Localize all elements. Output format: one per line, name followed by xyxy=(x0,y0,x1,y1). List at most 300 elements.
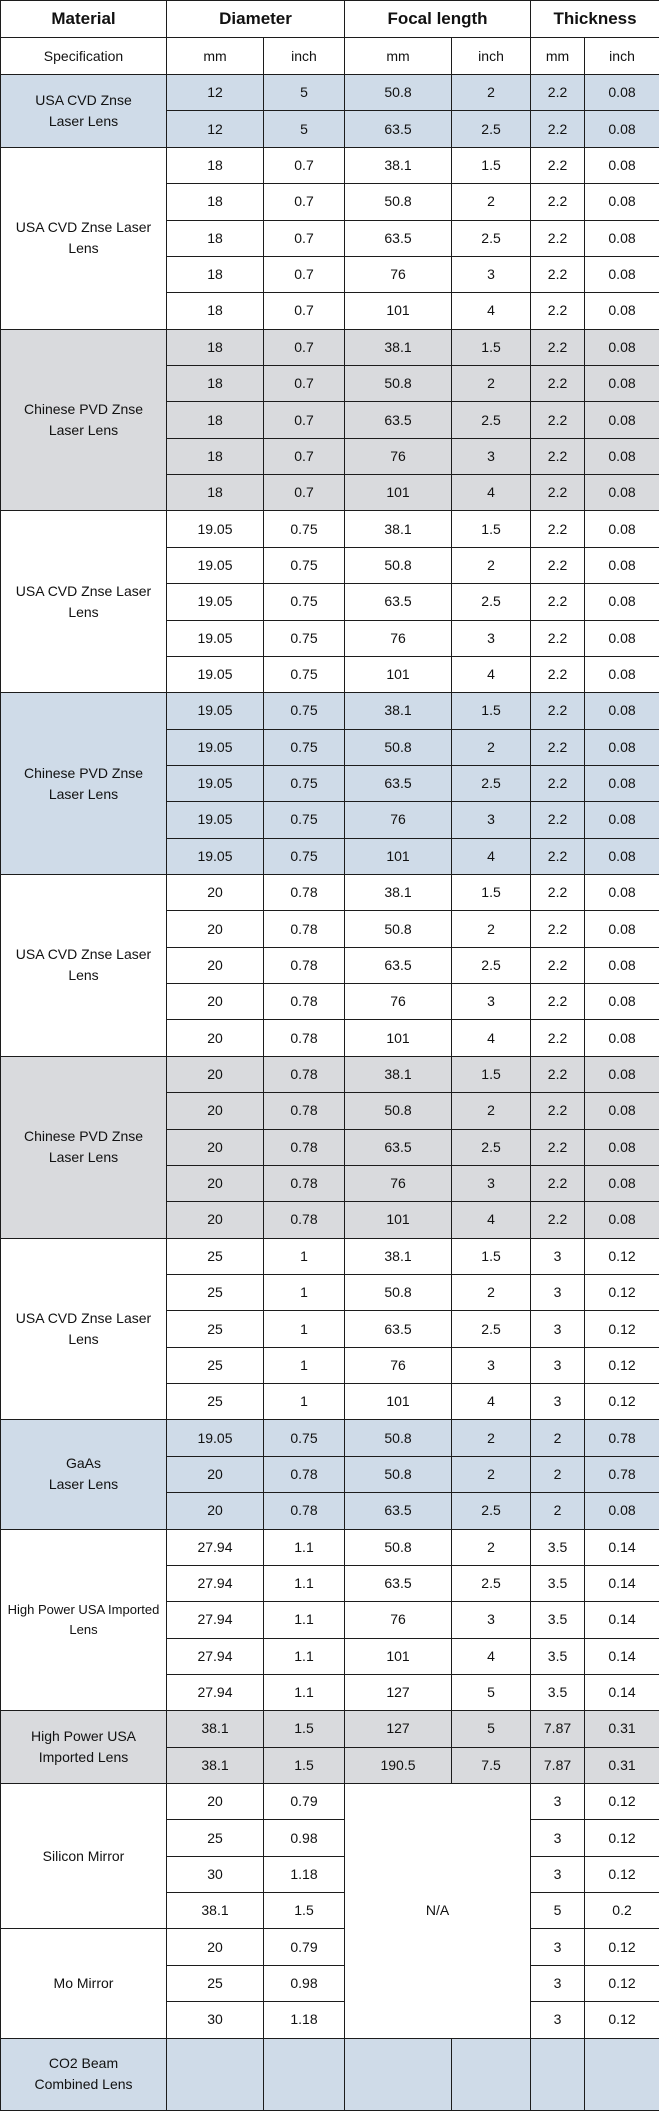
focal-inch-cell: 2 xyxy=(452,547,531,583)
thickness-inch-cell: 0.08 xyxy=(585,838,659,874)
thickness-mm-cell: 3 xyxy=(531,1311,585,1347)
thickness-inch-cell: 0.12 xyxy=(585,2002,659,2038)
thickness-mm-cell: 2.2 xyxy=(531,693,585,729)
focal-mm-cell: 101 xyxy=(345,1020,452,1056)
diameter-mm-cell: 19.05 xyxy=(167,838,264,874)
diameter-inch-cell: 0.75 xyxy=(264,511,345,547)
material-cell: High Power USA Imported Lens xyxy=(1,1711,167,1784)
diameter-mm-cell: 19.05 xyxy=(167,547,264,583)
focal-inch-cell: 5 xyxy=(452,1711,531,1747)
subheader-thickness-inch: inch xyxy=(585,38,659,75)
material-cell: High Power USA Imported Lens xyxy=(1,1529,167,1711)
focal-mm-cell: 38.1 xyxy=(345,1238,452,1274)
diameter-mm-cell: 19.05 xyxy=(167,729,264,765)
focal-mm-cell: 50.8 xyxy=(345,366,452,402)
focal-mm-cell: 50.8 xyxy=(345,911,452,947)
thickness-mm-cell: 2.2 xyxy=(531,402,585,438)
focal-inch-cell: 7.5 xyxy=(452,1747,531,1783)
thickness-mm-cell: 2.2 xyxy=(531,147,585,183)
thickness-inch-cell: 0.08 xyxy=(585,293,659,329)
diameter-inch-cell: 0.79 xyxy=(264,1929,345,1965)
thickness-inch-cell: 0.12 xyxy=(585,1820,659,1856)
diameter-inch-cell: 0.7 xyxy=(264,366,345,402)
material-cell: CO2 Beam Combined Lens xyxy=(1,2038,167,2110)
table-row xyxy=(1,1711,659,1747)
material-cell: Chinese PVD Znse Laser Lens xyxy=(1,329,167,511)
thickness-mm-cell: 2.2 xyxy=(531,1165,585,1201)
diameter-inch-cell: 0.75 xyxy=(264,547,345,583)
diameter-mm-cell: 20 xyxy=(167,984,264,1020)
diameter-mm-cell: 20 xyxy=(167,1129,264,1165)
focal-mm-cell: 50.8 xyxy=(345,729,452,765)
diameter-inch-cell: 0.7 xyxy=(264,147,345,183)
focal-mm-cell: 50.8 xyxy=(345,1274,452,1310)
diameter-mm-cell: 30 xyxy=(167,2002,264,2038)
thickness-mm-cell: 2.2 xyxy=(531,1202,585,1238)
focal-mm-cell: 76 xyxy=(345,256,452,292)
diameter-inch-cell: 0.7 xyxy=(264,438,345,474)
focal-mm-cell: 38.1 xyxy=(345,147,452,183)
thickness-inch-cell: 0.12 xyxy=(585,1965,659,2001)
thickness-mm-cell: 2.2 xyxy=(531,1056,585,1092)
thickness-mm-cell: 3 xyxy=(531,1820,585,1856)
diameter-inch-cell: 0.75 xyxy=(264,1420,345,1456)
subheader-diameter-inch: inch xyxy=(264,38,345,75)
focal-inch-cell: 5 xyxy=(452,1674,531,1710)
diameter-mm-cell: 18 xyxy=(167,293,264,329)
thickness-inch-cell: 0.14 xyxy=(585,1602,659,1638)
focal-mm-cell: 63.5 xyxy=(345,947,452,983)
subheader-diameter-mm: mm xyxy=(167,38,264,75)
focal-inch-cell: 4 xyxy=(452,1020,531,1056)
thickness-mm-cell: 2.2 xyxy=(531,293,585,329)
diameter-mm-cell: 19.05 xyxy=(167,584,264,620)
thickness-inch-cell: 0.14 xyxy=(585,1565,659,1601)
thickness-inch-cell: 0.08 xyxy=(585,1202,659,1238)
diameter-mm-cell: 27.94 xyxy=(167,1638,264,1674)
thickness-mm-cell: 3.5 xyxy=(531,1529,585,1565)
focal-mm-cell: 63.5 xyxy=(345,220,452,256)
table-row xyxy=(1,511,659,547)
thickness-mm-cell: 2.2 xyxy=(531,656,585,692)
thickness-mm-cell: 7.87 xyxy=(531,1747,585,1783)
diameter-mm-cell: 25 xyxy=(167,1238,264,1274)
thickness-mm-cell: 2.2 xyxy=(531,1129,585,1165)
focal-mm-cell: 38.1 xyxy=(345,329,452,365)
focal-inch-cell: 2.5 xyxy=(452,111,531,147)
material-cell: USA CVD Znse Laser Lens xyxy=(1,1238,167,1420)
diameter-inch-cell: 0.78 xyxy=(264,1456,345,1492)
thickness-mm-cell: 2.2 xyxy=(531,184,585,220)
focal-inch-cell: 1.5 xyxy=(452,693,531,729)
thickness-inch-cell: 0.08 xyxy=(585,875,659,911)
thickness-inch-cell: 0.08 xyxy=(585,547,659,583)
focal-inch-cell: 3 xyxy=(452,984,531,1020)
diameter-inch-cell: 0.78 xyxy=(264,1165,345,1201)
table-row xyxy=(1,1529,659,1565)
diameter-mm-cell: 18 xyxy=(167,147,264,183)
focal-mm-cell: 50.8 xyxy=(345,1420,452,1456)
focal-mm-cell: 101 xyxy=(345,838,452,874)
diameter-inch-cell: 0.7 xyxy=(264,329,345,365)
diameter-inch-cell: 0.75 xyxy=(264,765,345,801)
focal-inch-cell: 1.5 xyxy=(452,1056,531,1092)
diameter-inch-cell: 1.1 xyxy=(264,1638,345,1674)
thickness-mm-cell: 2.2 xyxy=(531,256,585,292)
table-row xyxy=(1,1929,659,1965)
thickness-mm-cell: 3 xyxy=(531,1784,585,1820)
diameter-mm-cell: 25 xyxy=(167,1384,264,1420)
diameter-inch-cell: 0.75 xyxy=(264,693,345,729)
thickness-inch-cell: 0.08 xyxy=(585,1020,659,1056)
thickness-mm-cell: 3.5 xyxy=(531,1674,585,1710)
thickness-inch-cell: 0.08 xyxy=(585,693,659,729)
focal-inch-cell: 4 xyxy=(452,1384,531,1420)
thickness-mm-cell: 2.2 xyxy=(531,329,585,365)
focal-mm-cell: 76 xyxy=(345,1165,452,1201)
thickness-inch-cell: 0.08 xyxy=(585,184,659,220)
diameter-mm-cell: 27.94 xyxy=(167,1565,264,1601)
subheader-focal-mm: mm xyxy=(345,38,452,75)
thickness-mm-cell: 3 xyxy=(531,1965,585,2001)
material-cell: Silicon Mirror xyxy=(1,1784,167,1929)
focal-inch-cell: 1.5 xyxy=(452,329,531,365)
diameter-inch-cell: 1.18 xyxy=(264,1856,345,1892)
material-cell: USA CVD Znse Laser Lens xyxy=(1,875,167,1057)
thickness-mm-cell: 2.2 xyxy=(531,438,585,474)
thickness-inch-cell: 0.08 xyxy=(585,75,659,111)
diameter-mm-cell: 25 xyxy=(167,1820,264,1856)
focal-mm-cell: 63.5 xyxy=(345,584,452,620)
thickness-mm-cell: 2.2 xyxy=(531,875,585,911)
focal-inch-cell: 2.5 xyxy=(452,1311,531,1347)
thickness-inch-cell: 0.08 xyxy=(585,256,659,292)
thickness-mm-cell: 2.2 xyxy=(531,838,585,874)
focal-mm-cell: 76 xyxy=(345,620,452,656)
diameter-inch-cell: 0.75 xyxy=(264,729,345,765)
focal-inch-cell: 2 xyxy=(452,1529,531,1565)
diameter-inch-cell: 0.78 xyxy=(264,1093,345,1129)
focal-inch-cell: 2.5 xyxy=(452,947,531,983)
thickness-inch-cell: 0.08 xyxy=(585,984,659,1020)
diameter-mm-cell: 25 xyxy=(167,1274,264,1310)
focal-mm-cell: 63.5 xyxy=(345,1129,452,1165)
focal-inch-cell: 4 xyxy=(452,1638,531,1674)
focal-inch-cell: 2.5 xyxy=(452,1129,531,1165)
header-thickness: Thickness xyxy=(531,1,659,38)
diameter-inch-cell: 1.5 xyxy=(264,1711,345,1747)
diameter-mm-cell: 19.05 xyxy=(167,511,264,547)
thickness-mm-cell: 2.2 xyxy=(531,802,585,838)
thickness-inch-cell: 0.31 xyxy=(585,1711,659,1747)
focal-inch-cell: 2.5 xyxy=(452,765,531,801)
diameter-inch-cell: 0.78 xyxy=(264,947,345,983)
diameter-mm-cell: 19.05 xyxy=(167,693,264,729)
diameter-mm-cell: 20 xyxy=(167,1493,264,1529)
thickness-inch-cell: 0.08 xyxy=(585,1129,659,1165)
focal-mm-cell: 101 xyxy=(345,1202,452,1238)
table-row xyxy=(1,875,659,911)
focal-mm-cell: 50.8 xyxy=(345,1093,452,1129)
focal-inch-cell: 3 xyxy=(452,1347,531,1383)
diameter-mm-cell: 19.05 xyxy=(167,656,264,692)
thickness-inch-cell: 0.08 xyxy=(585,765,659,801)
focal-inch-cell: 2 xyxy=(452,1274,531,1310)
table-row xyxy=(1,1420,659,1456)
focal-mm-cell: 50.8 xyxy=(345,1456,452,1492)
table-row xyxy=(1,693,659,729)
thickness-mm-cell: 2.2 xyxy=(531,111,585,147)
focal-inch-cell: 3 xyxy=(452,620,531,656)
diameter-inch-cell: 1.1 xyxy=(264,1674,345,1710)
focal-inch-cell: 3 xyxy=(452,256,531,292)
thickness-inch-cell: 0.08 xyxy=(585,729,659,765)
diameter-mm-cell: 20 xyxy=(167,1784,264,1820)
thickness-inch-cell xyxy=(585,2038,659,2110)
diameter-mm-cell xyxy=(167,2038,264,2110)
thickness-inch-cell: 0.08 xyxy=(585,438,659,474)
diameter-inch-cell: 1.1 xyxy=(264,1529,345,1565)
thickness-inch-cell: 0.08 xyxy=(585,511,659,547)
thickness-mm-cell: 2.2 xyxy=(531,765,585,801)
diameter-mm-cell: 18 xyxy=(167,329,264,365)
diameter-mm-cell: 20 xyxy=(167,1165,264,1201)
diameter-inch-cell: 1 xyxy=(264,1384,345,1420)
focal-inch-cell: 2 xyxy=(452,729,531,765)
subheader-focal-inch: inch xyxy=(452,38,531,75)
diameter-inch-cell: 0.78 xyxy=(264,1493,345,1529)
focal-inch-cell: 2.5 xyxy=(452,584,531,620)
diameter-inch-cell: 0.98 xyxy=(264,1820,345,1856)
table-row xyxy=(1,2038,659,2110)
thickness-mm-cell: 7.87 xyxy=(531,1711,585,1747)
focal-mm-cell: 76 xyxy=(345,438,452,474)
focal-inch-cell: 4 xyxy=(452,838,531,874)
thickness-inch-cell: 0.14 xyxy=(585,1674,659,1710)
thickness-inch-cell: 0.08 xyxy=(585,111,659,147)
table-row xyxy=(1,329,659,365)
focal-inch-cell: 2.5 xyxy=(452,1493,531,1529)
focal-mm-cell: 63.5 xyxy=(345,1311,452,1347)
diameter-inch-cell: 0.7 xyxy=(264,402,345,438)
diameter-mm-cell: 27.94 xyxy=(167,1602,264,1638)
focal-mm-cell: 38.1 xyxy=(345,693,452,729)
thickness-inch-cell: 0.12 xyxy=(585,1929,659,1965)
diameter-mm-cell: 20 xyxy=(167,1929,264,1965)
thickness-mm-cell: 3.5 xyxy=(531,1602,585,1638)
header-focal-length: Focal length xyxy=(345,1,531,38)
diameter-mm-cell: 20 xyxy=(167,1093,264,1129)
focal-mm-cell: 190.5 xyxy=(345,1747,452,1783)
focal-length-na-cell: N/A xyxy=(345,1784,531,2039)
thickness-mm-cell: 3 xyxy=(531,1384,585,1420)
thickness-inch-cell: 0.12 xyxy=(585,1784,659,1820)
diameter-mm-cell: 38.1 xyxy=(167,1711,264,1747)
material-cell: Chinese PVD Znse Laser Lens xyxy=(1,1056,167,1238)
focal-inch-cell: 3 xyxy=(452,1165,531,1201)
diameter-inch-cell: 1.1 xyxy=(264,1602,345,1638)
focal-inch-cell: 3 xyxy=(452,1602,531,1638)
focal-mm-cell: 101 xyxy=(345,475,452,511)
thickness-inch-cell: 0.78 xyxy=(585,1420,659,1456)
subheader-row xyxy=(1,38,659,75)
diameter-mm-cell: 18 xyxy=(167,402,264,438)
thickness-mm-cell: 2.2 xyxy=(531,511,585,547)
focal-inch-cell: 1.5 xyxy=(452,875,531,911)
focal-mm-cell: 101 xyxy=(345,293,452,329)
focal-mm-cell: 101 xyxy=(345,1384,452,1420)
focal-inch-cell: 1.5 xyxy=(452,1238,531,1274)
thickness-inch-cell: 0.12 xyxy=(585,1347,659,1383)
diameter-mm-cell: 25 xyxy=(167,1311,264,1347)
diameter-mm-cell: 18 xyxy=(167,184,264,220)
thickness-inch-cell: 0.14 xyxy=(585,1638,659,1674)
thickness-mm-cell: 3 xyxy=(531,2002,585,2038)
thickness-inch-cell: 0.08 xyxy=(585,366,659,402)
thickness-inch-cell: 0.08 xyxy=(585,656,659,692)
diameter-mm-cell: 18 xyxy=(167,475,264,511)
thickness-mm-cell: 2.2 xyxy=(531,366,585,402)
focal-inch-cell: 4 xyxy=(452,656,531,692)
focal-inch-cell: 2 xyxy=(452,911,531,947)
diameter-mm-cell: 20 xyxy=(167,1020,264,1056)
thickness-inch-cell: 0.08 xyxy=(585,802,659,838)
diameter-mm-cell: 18 xyxy=(167,256,264,292)
thickness-mm-cell: 2.2 xyxy=(531,547,585,583)
focal-inch-cell: 2 xyxy=(452,1456,531,1492)
focal-mm-cell: 127 xyxy=(345,1674,452,1710)
focal-inch-cell: 4 xyxy=(452,293,531,329)
thickness-mm-cell: 2.2 xyxy=(531,729,585,765)
thickness-inch-cell: 0.12 xyxy=(585,1311,659,1347)
focal-inch-cell: 2 xyxy=(452,1420,531,1456)
thickness-inch-cell: 0.78 xyxy=(585,1456,659,1492)
diameter-mm-cell: 20 xyxy=(167,1056,264,1092)
diameter-inch-cell: 0.75 xyxy=(264,620,345,656)
thickness-inch-cell: 0.12 xyxy=(585,1238,659,1274)
thickness-mm-cell: 5 xyxy=(531,1893,585,1929)
focal-mm-cell: 101 xyxy=(345,656,452,692)
thickness-mm-cell: 2.2 xyxy=(531,911,585,947)
table-row xyxy=(1,1056,659,1092)
focal-inch-cell: 2 xyxy=(452,184,531,220)
diameter-mm-cell: 12 xyxy=(167,75,264,111)
subheader-specification: Specification xyxy=(1,38,167,75)
thickness-mm-cell: 2 xyxy=(531,1493,585,1529)
diameter-inch-cell: 0.7 xyxy=(264,293,345,329)
diameter-mm-cell: 18 xyxy=(167,438,264,474)
focal-mm-cell: 63.5 xyxy=(345,111,452,147)
thickness-inch-cell: 0.12 xyxy=(585,1384,659,1420)
focal-inch-cell: 3 xyxy=(452,802,531,838)
diameter-inch-cell: 0.78 xyxy=(264,1202,345,1238)
diameter-mm-cell: 20 xyxy=(167,875,264,911)
thickness-mm-cell: 2.2 xyxy=(531,475,585,511)
table-row xyxy=(1,1784,659,1820)
header-diameter: Diameter xyxy=(167,1,345,38)
thickness-inch-cell: 0.08 xyxy=(585,147,659,183)
thickness-mm-cell: 2.2 xyxy=(531,620,585,656)
diameter-mm-cell: 19.05 xyxy=(167,802,264,838)
diameter-mm-cell: 19.05 xyxy=(167,1420,264,1456)
diameter-inch-cell: 0.7 xyxy=(264,475,345,511)
table-row xyxy=(1,1238,659,1274)
diameter-mm-cell: 30 xyxy=(167,1856,264,1892)
thickness-inch-cell: 0.08 xyxy=(585,584,659,620)
diameter-mm-cell: 38.1 xyxy=(167,1893,264,1929)
diameter-mm-cell: 27.94 xyxy=(167,1529,264,1565)
focal-mm-cell: 76 xyxy=(345,1602,452,1638)
diameter-inch-cell: 0.98 xyxy=(264,1965,345,2001)
diameter-mm-cell: 18 xyxy=(167,220,264,256)
diameter-mm-cell: 20 xyxy=(167,947,264,983)
diameter-mm-cell: 38.1 xyxy=(167,1747,264,1783)
focal-inch-cell xyxy=(452,2038,531,2110)
thickness-mm-cell: 2.2 xyxy=(531,1093,585,1129)
thickness-inch-cell: 0.08 xyxy=(585,220,659,256)
focal-mm-cell: 101 xyxy=(345,1638,452,1674)
diameter-inch-cell: 0.78 xyxy=(264,984,345,1020)
focal-mm-cell: 63.5 xyxy=(345,1565,452,1601)
diameter-mm-cell: 27.94 xyxy=(167,1674,264,1710)
thickness-inch-cell: 0.08 xyxy=(585,1093,659,1129)
material-cell: Mo Mirror xyxy=(1,1929,167,2038)
material-cell: USA CVD Znse Laser Lens xyxy=(1,147,167,329)
diameter-inch-cell: 5 xyxy=(264,75,345,111)
diameter-inch-cell: 1.5 xyxy=(264,1747,345,1783)
focal-mm-cell: 76 xyxy=(345,984,452,1020)
diameter-inch-cell: 0.75 xyxy=(264,802,345,838)
diameter-mm-cell: 25 xyxy=(167,1965,264,2001)
diameter-mm-cell: 20 xyxy=(167,1202,264,1238)
diameter-inch-cell: 0.78 xyxy=(264,1020,345,1056)
thickness-mm-cell: 3 xyxy=(531,1929,585,1965)
focal-mm-cell: 76 xyxy=(345,802,452,838)
diameter-inch-cell: 0.79 xyxy=(264,1784,345,1820)
focal-inch-cell: 2 xyxy=(452,1093,531,1129)
diameter-mm-cell: 19.05 xyxy=(167,765,264,801)
focal-mm-cell: 38.1 xyxy=(345,511,452,547)
thickness-mm-cell: 3 xyxy=(531,1856,585,1892)
focal-inch-cell: 3 xyxy=(452,438,531,474)
focal-mm-cell: 38.1 xyxy=(345,1056,452,1092)
diameter-inch-cell xyxy=(264,2038,345,2110)
material-cell: USA CVD Znse Laser Lens xyxy=(1,75,167,148)
thickness-inch-cell: 0.08 xyxy=(585,947,659,983)
focal-inch-cell: 1.5 xyxy=(452,511,531,547)
thickness-mm-cell: 2.2 xyxy=(531,1020,585,1056)
diameter-inch-cell: 1.5 xyxy=(264,1893,345,1929)
material-cell: USA CVD Znse Laser Lens xyxy=(1,511,167,693)
focal-mm-cell: 50.8 xyxy=(345,184,452,220)
thickness-mm-cell xyxy=(531,2038,585,2110)
diameter-inch-cell: 0.78 xyxy=(264,875,345,911)
focal-mm-cell: 63.5 xyxy=(345,402,452,438)
thickness-inch-cell: 0.08 xyxy=(585,1165,659,1201)
diameter-inch-cell: 1.18 xyxy=(264,2002,345,2038)
focal-inch-cell: 4 xyxy=(452,475,531,511)
focal-mm-cell: 50.8 xyxy=(345,1529,452,1565)
thickness-mm-cell: 3 xyxy=(531,1347,585,1383)
thickness-mm-cell: 3.5 xyxy=(531,1565,585,1601)
focal-mm-cell xyxy=(345,2038,452,2110)
thickness-mm-cell: 2.2 xyxy=(531,220,585,256)
thickness-inch-cell: 0.31 xyxy=(585,1747,659,1783)
focal-inch-cell: 2.5 xyxy=(452,402,531,438)
focal-mm-cell: 127 xyxy=(345,1711,452,1747)
subheader-thickness-mm: mm xyxy=(531,38,585,75)
thickness-inch-cell: 0.08 xyxy=(585,620,659,656)
